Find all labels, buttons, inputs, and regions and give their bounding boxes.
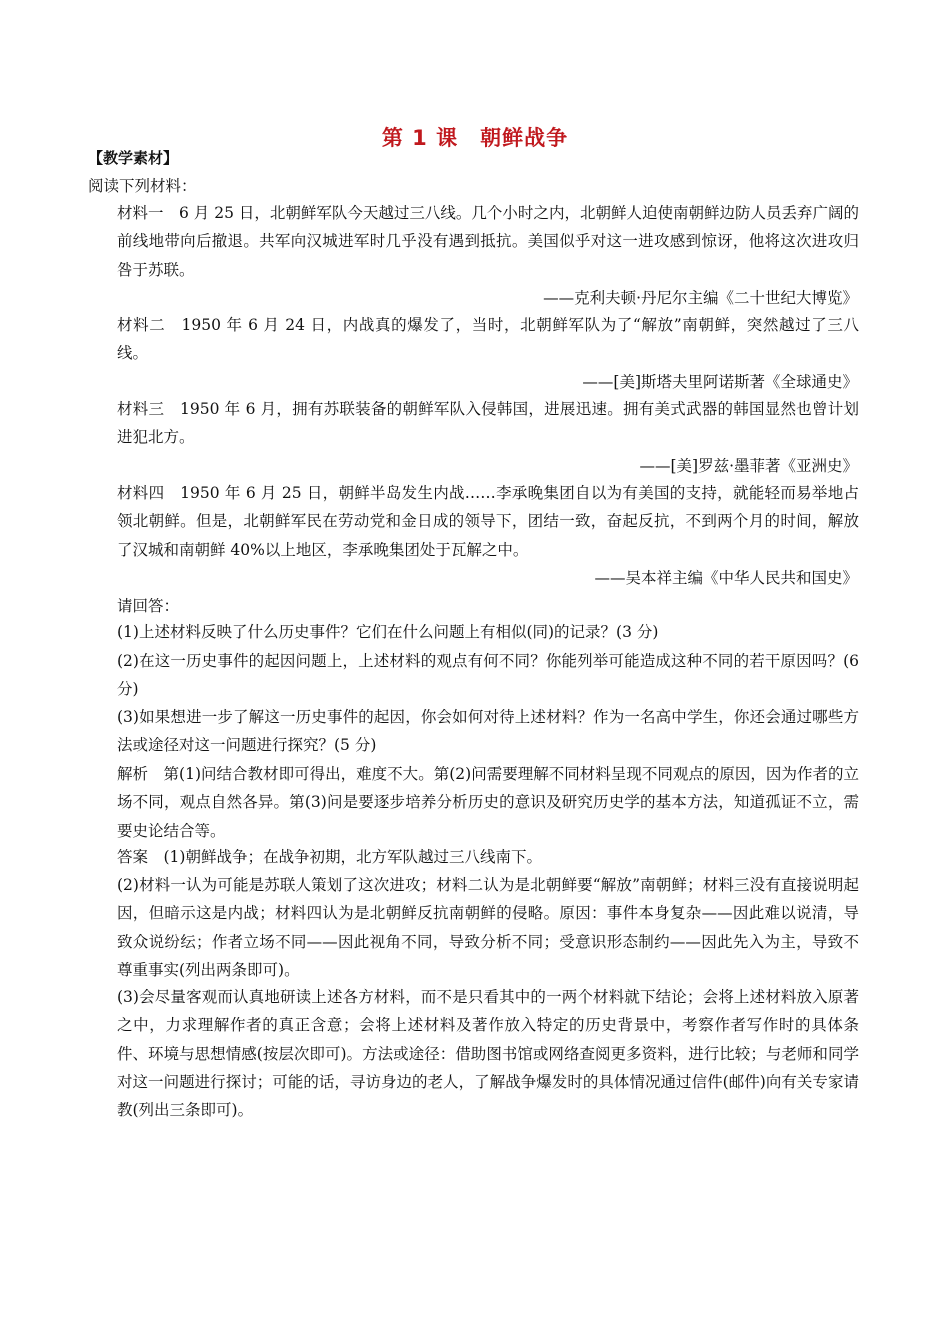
ask-label: 请回答： <box>117 597 180 615</box>
analysis-text: 解析 第(1)问结合教材即可得出，难度不大。第(2)问需要理解不同材料呈现不同观点的原因，因为作者的立场不同，观点自然各异。第(3)问是要逐步培养分析历史的意识及研究历史学的基本方法，知道孤证不立，需要史论结合等。 <box>117 765 859 840</box>
material-1: 材料一 6 月 25 日，北朝鲜军队今天越过三八线。几个小时之内，北朝鲜人迫使南朝鲜边防人员丢弃广阔的前线地带向后撤退。共军向汉城进军时几乎没有遇到抵抗。美国似乎对这一进攻感到惊讶，他将这次进攻归咎于苏联。 <box>117 204 859 279</box>
material-3: 材料三 1950 年 6 月，拥有苏联装备的朝鲜军队入侵韩国，进展迅速。拥有美式武器的韩国显然也曾计划进犯北方。 <box>117 400 859 447</box>
question-3: (3)如果想进一步了解这一历史事件的起因，你会如何对待上述材料？作为一名高中学生，你还会通过哪些方法或途径对这一问题进行探究？(5 分) <box>117 708 859 755</box>
material-2: 材料二 1950 年 6 月 24 日，内战真的爆发了，当时，北朝鲜军队为了“解放”南朝鲜，突然越过了三八线。 <box>117 316 859 363</box>
answer-3: (3)会尽量客观而认真地研读上述各方材料，而不是只看其中的一两个材料就下结论；会将上述材料放入原著之中，力求理解作者的真正含意；会将上述材料及著作放入特定的历史背景中，考察作者写作时的具体条件、环境与思想情感(按层次即可)。方法或途径：借助图书馆或网络查阅更多资料，进行比较；与老师和同学对这一问题进行探讨；可能的话，寻访身边的老人，了解战争爆发时的具体情况通过信件(邮件)向有关专家请教(列出三条即可)。 <box>117 988 859 1120</box>
material-4-source: ——吴本祥主编《中华人民共和国史》 <box>594 569 858 587</box>
material-2-source: ——[美]斯塔夫里阿诺斯著《全球通史》 <box>582 373 858 391</box>
answer-2: (2)材料一认为可能是苏联人策划了这次进攻；材料二认为是北朝鲜要“解放”南朝鲜；材料三没有直接说明起因，但暗示这是内战；材料四认为是北朝鲜反抗南朝鲜的侵略。原因：事件本身复杂——因此难以说清，导致众说纷纭；作者立场不同——因此视角不同，导致分析不同；受意识形态制约——因此先入为主，导致不尊重事实(列出两条即可)。 <box>117 876 859 979</box>
page-title: 第 1 课 朝鲜战争 <box>381 126 569 150</box>
question-2: (2)在这一历史事件的起因问题上，上述材料的观点有何不同？你能列举可能造成这种不同的若干原因吗？(6 分) <box>117 652 859 699</box>
material-3-source: ——[美]罗兹·墨菲著《亚洲史》 <box>639 457 858 475</box>
material-4: 材料四 1950 年 6 月 25 日，朝鲜半岛发生内战……李承晚集团自以为有美国的支持，就能轻而易举地占领北朝鲜。但是，北朝鲜军民在劳动党和金日成的领导下，团结一致，奋起反抗，不到两个月的时间，解放了汉城和南朝鲜 40%以上地区，李承晚集团处于瓦解之中。 <box>117 484 859 559</box>
section-heading: 【教学素材】 <box>88 149 179 167</box>
material-1-source: ——克利夫顿·丹尼尔主编《二十世纪大博览》 <box>543 289 858 307</box>
answer-1: 答案 (1)朝鲜战争；在战争初期，北方军队越过三八线南下。 <box>117 848 542 866</box>
question-1: (1)上述材料反映了什么历史事件？它们在什么问题上有相似(同)的记录？(3 分) <box>117 623 659 641</box>
intro-text: 阅读下列材料： <box>88 177 197 195</box>
